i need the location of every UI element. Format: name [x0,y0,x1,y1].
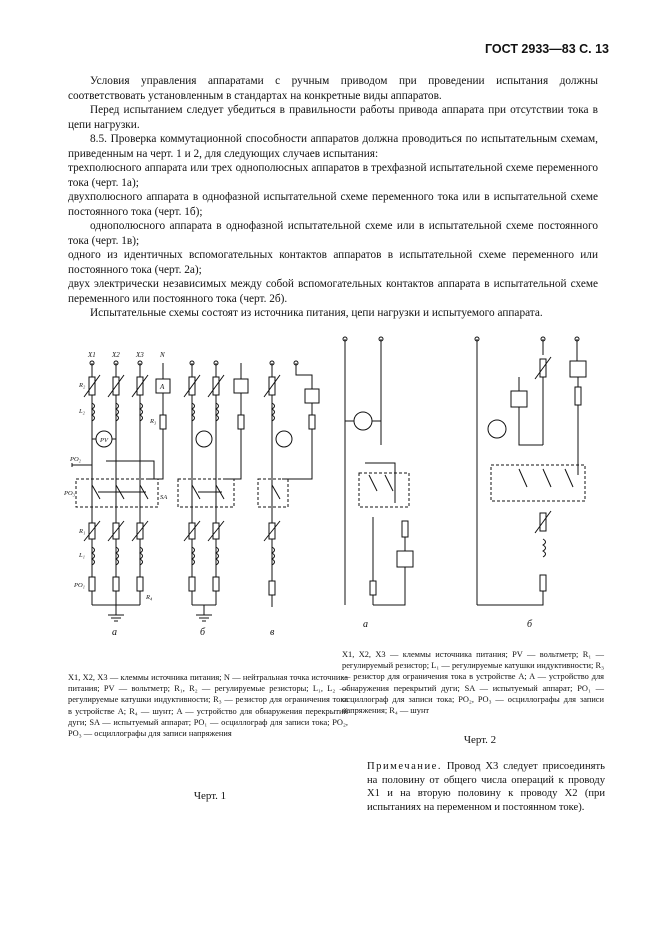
sub-label-b: б [200,627,206,638]
label-r1: R₁ [79,528,86,535]
figure-2-legend: X1, X2, X3 — клеммы источника питания; PV — вольтметр; R₁ — регулируемый резистор; L₁ — регулируемые катушки индуктивности; R₃ — резистор для ограничения тока в устройстве A; A — устройство для обнаружения перекрытий дуги; SA — испытуемый аппарат; PO₁ — осциллограф для записи тока; PO₂, PO₃ — осциллографы для записи напряжения; R₄ — шунт [342,650,604,716]
label-po3: PO₃ [64,490,75,497]
label-r4: R₄ [146,594,153,601]
schematic-1b [178,361,248,638]
sub-label-a: а [112,627,117,638]
paragraph: Условия управления аппаратами с ручным приводом при проведении испытания должны соответствовать установленным в стандартах на конкретные виды аппаратов. [68,75,598,102]
paragraph: двух электрически независимых между собой вспомогательных контактов аппарата в испытательной схеме переменного или постоянного тока (черт. 2б). [68,278,598,305]
paragraph: однополюсного аппарата в однофазной испытательной схеме или в испытательной схеме постоянного тока (черт. 1в); [68,220,598,247]
label-pv: PV [100,437,108,444]
page-header: ГОСТ 2933—83 С. 13 [484,42,609,56]
terminal-label: N [160,351,165,359]
label-sa: SA [160,494,168,501]
terminal-label: X1 [88,351,96,359]
note-text: Провод X3 следует присоединять на половину от общего числа операций к проводу X1 и на вторую половину к проводу X2 (при испытаниях на переменном и постоянном токе). [367,761,605,813]
paragraph: 8.5. Проверка коммутационной способности аппаратов должна проводиться по испытательным схемам, приведенным на черт. 1 и 2, для следующих случаев испытания: [68,133,598,160]
paragraph: одного из идентичных вспомогательных контактов аппаратов в испытательной схеме переменного или постоянного тока (черт. 2а); [68,249,598,276]
figure-2-diagram [335,325,615,635]
paragraph: трехполюсного аппарата или трех однополюсных аппаратов в трехфазной испытательной схеме переменного тока (черт. 1а); [68,162,598,189]
figure-1-legend: X1, X2, X3 — клеммы источника питания; N — нейтральная точка источника питания; PV — вольтметр; R₁, R₂ — регулируемые резисторы; L₁, L₂ — регулируемые катушки индуктивности; R₃ — резистор для ограничения тока в устройстве A; R₄ — шунт; A — устройство для обнаружения перекрытий дуги; SA — испытуемый аппарат; PO₁ — осциллограф для записи тока; PO₂, PO₃ — осциллографы для записи напряжения [68,673,348,739]
paragraph: Испытательные схемы состоят из источника питания, цепи нагрузки и испытуемого аппарата. [90,307,543,319]
label-po1: PO₁ [74,582,85,589]
sub-label-2a: а [363,619,368,630]
body-text [68,74,598,321]
sub-label-c: в [270,627,275,638]
label-r2: R₂ [79,382,86,389]
label-l2: L₂ [79,408,85,415]
terminal-label: X2 [112,351,120,359]
note-title: Примечание. [367,761,442,772]
schematic-2b [475,337,586,630]
schematic-2a [343,337,413,630]
figure-1-caption: Черт. 1 [193,790,227,802]
figure-2-caption: Черт. 2 [463,734,497,746]
note [367,760,605,814]
terminal-label: X3 [136,351,144,359]
schematic-1a [63,351,170,638]
sub-label-2b: б [527,619,533,630]
svg-text:A: A [160,383,165,391]
label-po2: PO₂ [70,456,81,463]
figure-1-diagram [62,345,332,645]
label-r3: R₃ [150,418,157,425]
label-l1: L₁ [79,552,85,559]
schematic-1c [258,361,319,638]
paragraph: Перед испытанием следует убедиться в правильности работы привода аппарата при отсутствии тока в цепи нагрузки. [68,104,598,131]
paragraph: двухполюсного аппарата в однофазной испытательной схеме переменного тока или в испытательной схеме постоянного тока (черт. 1б); [68,191,598,218]
